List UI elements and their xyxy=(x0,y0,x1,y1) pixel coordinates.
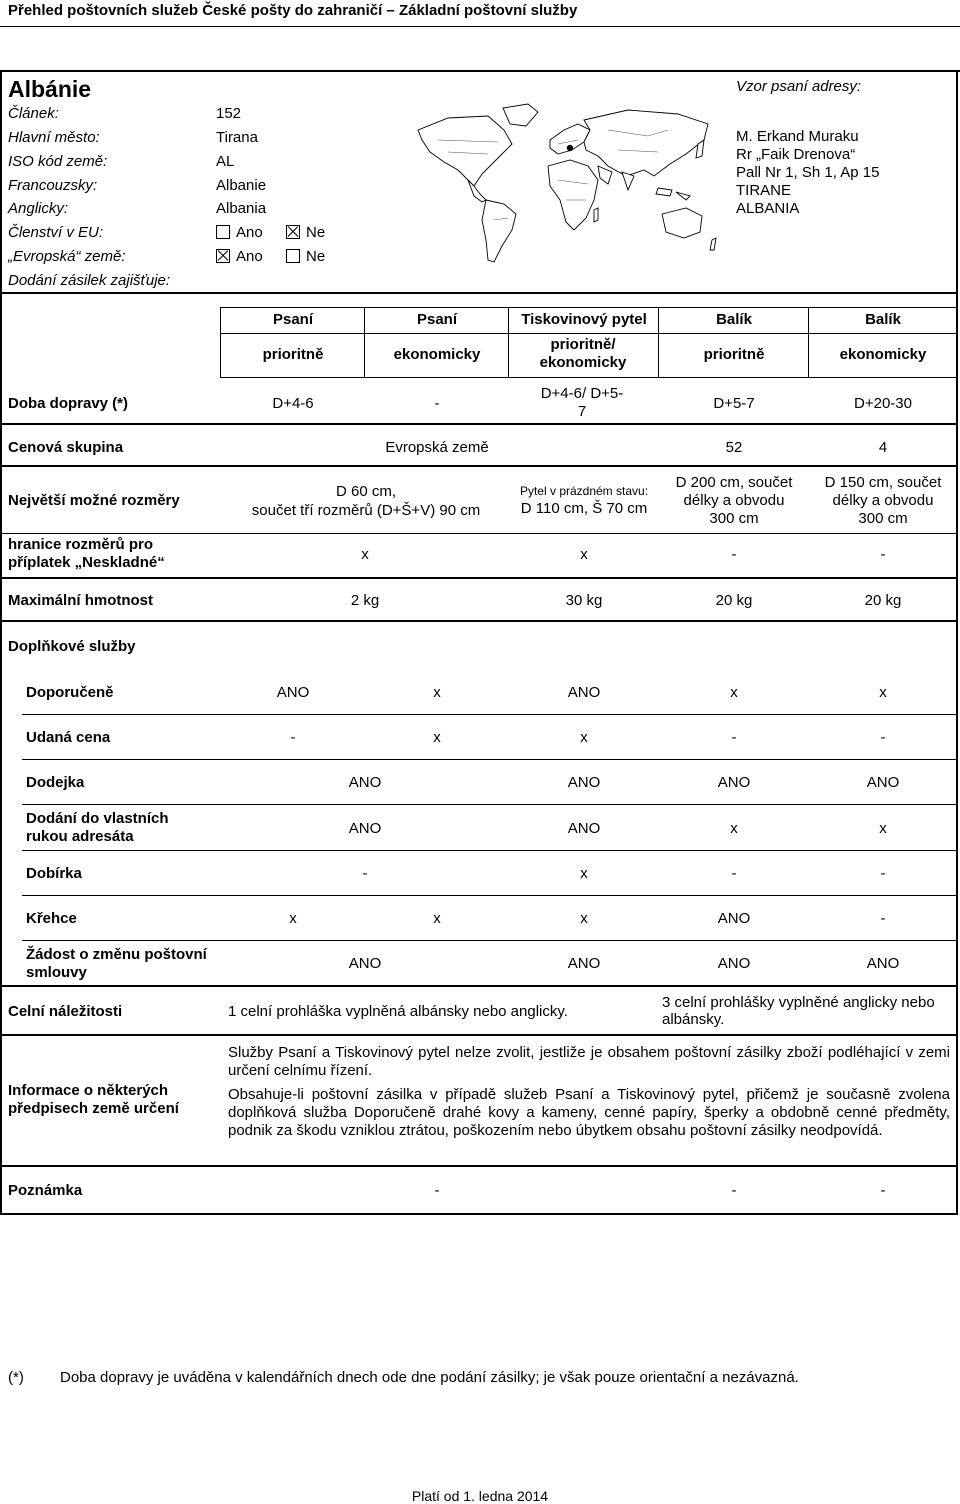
max-dims-bag xyxy=(510,484,658,517)
row-rule xyxy=(0,1165,958,1167)
max-weight-value: 20 kg xyxy=(864,592,902,609)
service-value: x xyxy=(433,729,441,746)
title-rule xyxy=(0,26,960,27)
row-label-customs: Celní náležitosti xyxy=(8,1003,123,1020)
field-value-english: Albania xyxy=(216,200,267,217)
row-rule xyxy=(0,577,958,579)
row-label-info: Informace o některých předpisech země určení xyxy=(8,1082,179,1117)
col-sub-priority-economy: prioritně/ ekonomicky xyxy=(539,336,627,371)
max-dims-letters-line2: součet tří rozměrů (D+Š+V) 90 cm xyxy=(251,502,481,519)
service-value: ANO xyxy=(348,774,382,791)
header-vline xyxy=(658,307,659,377)
header-rule-top xyxy=(220,307,956,308)
row-label-bulky: hranice rozměrů pro příplatek „Neskladné“ xyxy=(8,536,165,571)
frame-left xyxy=(0,70,2,1215)
service-rule xyxy=(22,804,956,805)
service-label-contract-change: Žádost o změnu poštovní smlouvy xyxy=(26,946,207,981)
col-sub-parcel-economy: ekonomicky xyxy=(839,346,927,363)
service-value: - xyxy=(362,865,368,882)
service-value: x xyxy=(730,684,738,701)
delivery-label: Dodání zásilek zajišťuje: xyxy=(8,272,171,289)
section-label-extra-services: Doplňkové služby xyxy=(8,638,136,655)
col-head-parcel-priority: Balík xyxy=(716,311,752,328)
service-value: ANO xyxy=(717,910,751,927)
header-vline xyxy=(808,307,809,377)
transit-value: D+5-7 xyxy=(713,395,755,412)
customs-parcels-value: 3 celní prohlášky vyplněné anglicky nebo albánsky. xyxy=(662,994,935,1028)
eu-no-option[interactable] xyxy=(286,224,325,241)
price-group-value: Evropská země xyxy=(385,439,489,456)
footnote-mark: (*) xyxy=(8,1369,24,1386)
europe-yes-label: Ano xyxy=(236,248,263,265)
field-value-capital: Tirana xyxy=(216,129,258,146)
eu-yes-checkbox[interactable] xyxy=(216,225,230,239)
service-value: x xyxy=(879,684,887,701)
max-weight-value: 20 kg xyxy=(715,592,753,609)
row-rule xyxy=(0,423,958,425)
service-rule xyxy=(22,940,956,941)
col-sub-priority: prioritně xyxy=(262,346,324,363)
header-vline xyxy=(508,307,509,377)
eu-yes-label: Ano xyxy=(236,224,263,241)
row-rule-thin xyxy=(0,533,958,534)
service-value: - xyxy=(880,729,886,746)
transit-value: D+20-30 xyxy=(854,395,912,412)
service-value: x xyxy=(879,820,887,837)
europe-no-checkbox[interactable] xyxy=(286,249,300,263)
max-weight-value: 30 kg xyxy=(565,592,603,609)
eu-yes-option[interactable] xyxy=(216,224,263,241)
service-value: ANO xyxy=(866,955,900,972)
europe-label: „Evropská“ země: xyxy=(8,248,126,265)
max-dims-bag-line2: D 110 cm, Š 70 cm xyxy=(520,500,648,517)
row-label-price-group: Cenová skupina xyxy=(8,439,124,456)
service-value: x xyxy=(580,865,588,882)
price-group-value: 52 xyxy=(725,439,743,456)
field-label-iso: ISO kód země: xyxy=(8,153,108,170)
europe-yes-option[interactable] xyxy=(216,248,263,265)
world-map xyxy=(408,100,728,270)
max-dims-letters-line1: D 60 cm, xyxy=(335,483,396,500)
service-value: - xyxy=(880,910,886,927)
transit-value: - xyxy=(434,395,440,412)
map-albania-marker xyxy=(567,145,573,151)
europe-no-option[interactable] xyxy=(286,248,325,265)
row-label-note: Poznámka xyxy=(8,1182,83,1199)
country-name: Albánie xyxy=(8,76,92,102)
field-value-french: Albanie xyxy=(216,177,267,194)
service-value: ANO xyxy=(348,955,382,972)
field-label-article: Článek: xyxy=(8,105,59,122)
row-rule xyxy=(0,1034,958,1036)
header-vline xyxy=(364,307,365,377)
service-value: ANO xyxy=(567,774,601,791)
frame-bottom xyxy=(0,1213,958,1215)
map-madagascar xyxy=(594,208,598,222)
service-value: - xyxy=(731,729,737,746)
frame-right xyxy=(956,70,958,1215)
service-value: - xyxy=(290,729,296,746)
address-label: Vzor psaní adresy: xyxy=(736,78,862,95)
service-rule xyxy=(22,714,956,715)
bulky-value: - xyxy=(731,546,737,563)
service-rule xyxy=(22,850,956,851)
address-line: Rr „Faik Drenova“ xyxy=(736,146,856,163)
valid-from: Platí od 1. ledna 2014 xyxy=(411,1488,549,1504)
bulky-value: - xyxy=(880,546,886,563)
row-label-max-dims: Největší možné rozměry xyxy=(8,492,180,509)
customs-letters-value: 1 celní prohláška vyplněná albánsky nebo anglicky. xyxy=(228,1003,568,1020)
eu-no-label: Ne xyxy=(306,224,326,241)
service-value: - xyxy=(880,865,886,882)
service-label-registered: Doporučeně xyxy=(26,684,114,701)
note-value: - xyxy=(880,1182,886,1199)
max-weight-value: 2 kg xyxy=(350,592,380,609)
service-value: x xyxy=(580,910,588,927)
transit-value: D+4-6 xyxy=(272,395,314,412)
service-value: ANO xyxy=(717,774,751,791)
service-rule xyxy=(22,759,956,760)
price-group-value: 4 xyxy=(878,439,888,456)
service-value: ANO xyxy=(717,955,751,972)
col-head-parcel-economy: Balík xyxy=(865,311,901,328)
field-label-english: Anglicky: xyxy=(8,200,69,217)
service-label-cod: Dobírka xyxy=(26,865,82,882)
service-value: ANO xyxy=(567,955,601,972)
row-rule xyxy=(0,985,958,987)
col-sub-parcel-priority: prioritně xyxy=(703,346,765,363)
service-value: ANO xyxy=(348,820,382,837)
frame-top xyxy=(0,70,960,72)
address-line: ALBANIA xyxy=(736,200,800,217)
header-rule-bottom xyxy=(220,377,956,378)
note-value: - xyxy=(434,1182,440,1199)
service-value: - xyxy=(731,865,737,882)
header-vline xyxy=(220,307,221,377)
service-value: x xyxy=(730,820,738,837)
document-title: Přehled poštovních služeb České pošty do zahraničí – Základní poštovní služby xyxy=(8,2,578,19)
transit-value: D+4-6/ D+5-7 xyxy=(540,385,624,420)
address-line: TIRANE xyxy=(736,182,792,199)
service-value: ANO xyxy=(866,774,900,791)
service-value: x xyxy=(433,910,441,927)
service-value: ANO xyxy=(276,684,310,701)
service-value: x xyxy=(289,910,297,927)
field-value-iso: AL xyxy=(216,153,235,170)
info-text-1: Služby Psaní a Tiskovinový pytel nelze zvolit, jestliže je obsahem poštovní zásilky zboží podléhající v zemi určení celnímu řízení. xyxy=(228,1044,950,1079)
col-head-letter-priority: Psaní xyxy=(272,311,314,328)
eu-label: Členství v EU: xyxy=(8,224,104,241)
service-label-fragile: Křehce xyxy=(26,910,77,927)
max-dims-bag-line1: Pytel v prázdném stavu: xyxy=(519,484,649,498)
max-dims-letters xyxy=(230,482,502,520)
footnote-text: Doba dopravy je uváděna v kalendářních dnech ode dne podání zásilky; je však pouze orientační a nezávazná. xyxy=(60,1369,799,1386)
address-line: Pall Nr 1, Sh 1, Ap 15 xyxy=(736,164,880,181)
row-rule xyxy=(0,620,958,622)
field-value-article: 152 xyxy=(216,105,242,122)
col-head-letter-economy: Psaní xyxy=(416,311,458,328)
field-label-french: Francouzsky: xyxy=(8,177,98,194)
note-value: - xyxy=(731,1182,737,1199)
info-text-2: Obsahuje-li poštovní zásilka v případě služeb Psaní a Tiskovinový pytel, přičemž je současně zvolena doplňková služba Doporučeně drahé kovy a kameny, cenné papíry, šperky a obdobně cenné předměty, podnik za škodu vzniklou ztrátou, poškozením nebo úbytkem obsahu poštovní zásilky neodpovídá. xyxy=(228,1086,950,1139)
row-rule xyxy=(0,465,958,467)
service-value: ANO xyxy=(567,684,601,701)
bulky-value: x xyxy=(580,546,588,563)
header-rule-mid xyxy=(220,333,956,334)
service-value: x xyxy=(433,684,441,701)
europe-no-label: Ne xyxy=(306,248,326,265)
service-value: x xyxy=(580,729,588,746)
address-block xyxy=(736,128,879,218)
service-value: ANO xyxy=(567,820,601,837)
field-label-capital: Hlavní město: xyxy=(8,129,100,146)
bulky-value: x xyxy=(361,546,369,563)
max-dims-parcel-economy: D 150 cm, součet délky a obvodu 300 cm xyxy=(824,474,942,527)
service-label-own-hands: Dodání do vlastních rukou adresáta xyxy=(26,810,169,845)
col-head-printed-bag: Tiskovinový pytel xyxy=(521,311,647,328)
service-rule xyxy=(22,895,956,896)
service-label-declared-value: Udaná cena xyxy=(26,729,111,746)
country-section-bottom xyxy=(0,292,958,294)
row-label-transit: Doba dopravy (*) xyxy=(8,395,129,412)
europe-yes-checkbox[interactable] xyxy=(216,249,230,263)
col-sub-economy: ekonomicky xyxy=(393,346,481,363)
service-label-delivery-receipt: Dodejka xyxy=(26,774,85,791)
address-line: M. Erkand Muraku xyxy=(736,128,859,145)
max-dims-parcel-priority: D 200 cm, součet délky a obvodu 300 cm xyxy=(675,474,793,527)
row-label-max-weight: Maximální hmotnost xyxy=(8,592,154,609)
eu-no-checkbox[interactable] xyxy=(286,225,300,239)
